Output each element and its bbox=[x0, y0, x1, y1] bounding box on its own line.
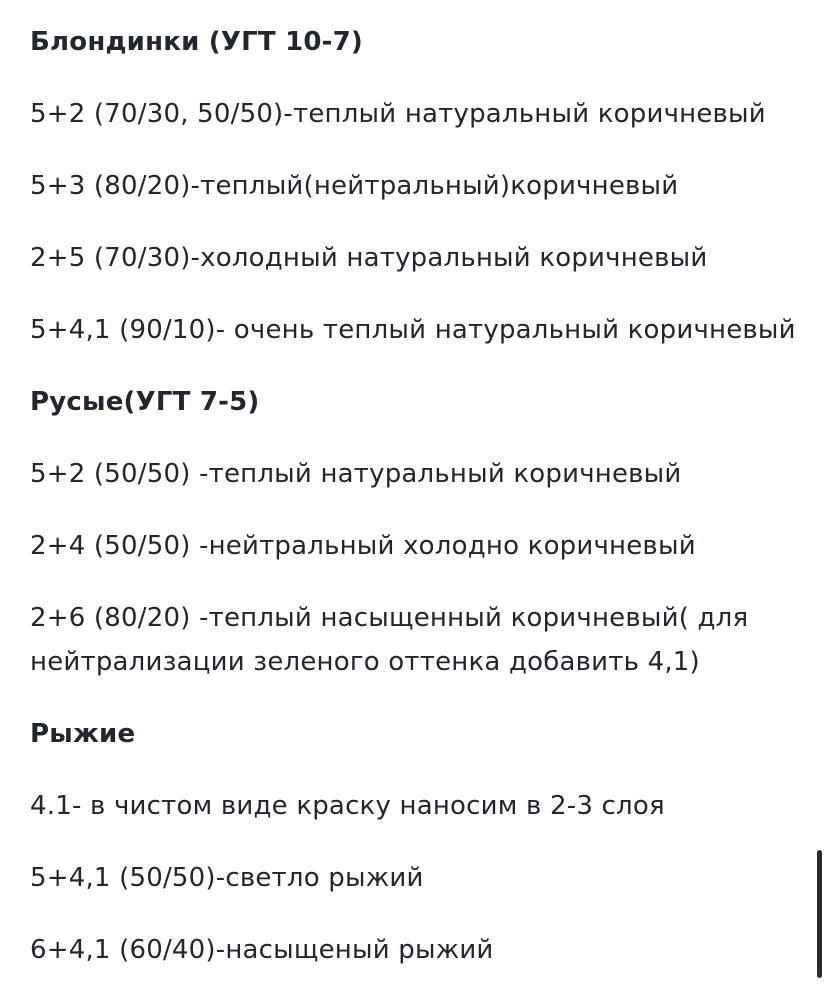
list-item: 5+4,1 (90/10)- очень теплый натуральный коричневый bbox=[30, 315, 796, 345]
vertical-scrollbar[interactable] bbox=[817, 850, 822, 978]
section-heading-blondes: Блондинки (УГТ 10-7) bbox=[30, 27, 364, 57]
list-item: 5+2 (50/50) -теплый натуральный коричневый bbox=[30, 459, 682, 489]
list-item: 4.1- в чистом виде краску наносим в 2-3 слоя bbox=[30, 791, 665, 821]
list-item: 5+2 (70/30, 50/50)-теплый натуральный коричневый bbox=[30, 99, 766, 129]
list-item: 2+4 (50/50) -нейтральный холодно коричневый bbox=[30, 531, 696, 561]
list-item: 5+4,1 (50/50)-светло рыжий bbox=[30, 863, 424, 893]
list-item: 2+6 (80/20) -теплый насыщенный коричневый( для нейтрализации зеленого оттенка добавить 4,1) bbox=[30, 603, 749, 677]
section-heading-light-brown: Русые(УГТ 7-5) bbox=[30, 387, 260, 417]
section-heading-redheads: Рыжие bbox=[30, 719, 136, 749]
list-item: 5+3 (80/20)-теплый(нейтральный)коричневый bbox=[30, 171, 679, 201]
list-item: 2+5 (70/30)-холодный натуральный коричневый bbox=[30, 243, 708, 273]
list-item: 6+4,1 (60/40)-насыщеный рыжий bbox=[30, 935, 494, 965]
